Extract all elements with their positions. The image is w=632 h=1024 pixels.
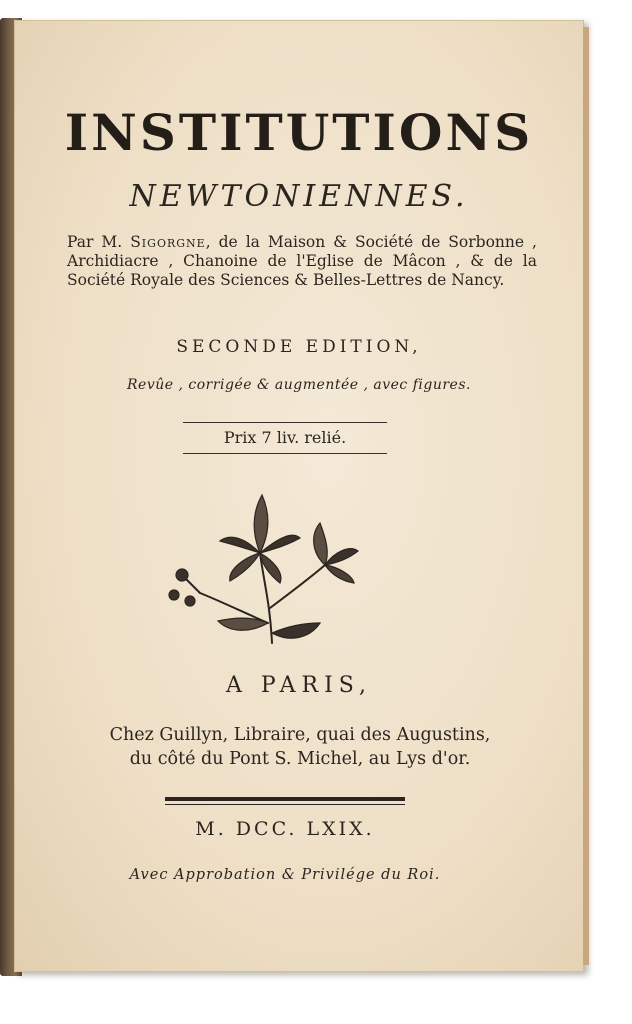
page-edge bbox=[583, 27, 589, 965]
place-of-publication: A PARIS, bbox=[225, 673, 373, 698]
publisher-block bbox=[55, 723, 545, 771]
edition-statement: SECONDE EDITION, bbox=[176, 337, 422, 357]
revision-note: Revûe , corrigée & augmentée , avec figures. bbox=[127, 377, 471, 393]
book bbox=[0, 18, 590, 976]
publisher-line-2: du côté du Pont S. Michel, au Lys d'or. bbox=[129, 749, 471, 769]
rule-thin bbox=[165, 804, 405, 805]
price-box: Prix 7 liv. relié. bbox=[183, 422, 387, 454]
book-title: INSTITUTIONS bbox=[64, 103, 534, 162]
publication-year: M. DCC. LXIX. bbox=[195, 818, 375, 840]
privilege-statement: Avec Approbation & Privilége du Roi. bbox=[129, 867, 441, 883]
page-content bbox=[15, 21, 583, 971]
double-rule bbox=[165, 797, 405, 807]
publisher-line-1: Chez Guillyn, Libraire, quai des Augustins, bbox=[109, 725, 491, 745]
book-subtitle: NEWTONIENNES. bbox=[129, 179, 469, 214]
author-statement bbox=[67, 233, 537, 290]
rule-thick bbox=[165, 797, 405, 801]
flower-woodcut-icon bbox=[160, 483, 370, 653]
title-page bbox=[14, 20, 584, 972]
author-name: Sigorgne bbox=[130, 233, 206, 251]
author-affiliations: , de la Maison & Société de Sorbonne , Archidiacre , Chanoine de l'Eglise de Mâcon , & de la Société Royale des Sciences & Belles-Lettres de Nancy. bbox=[67, 233, 537, 289]
author-prefix: Par M. bbox=[67, 233, 131, 251]
